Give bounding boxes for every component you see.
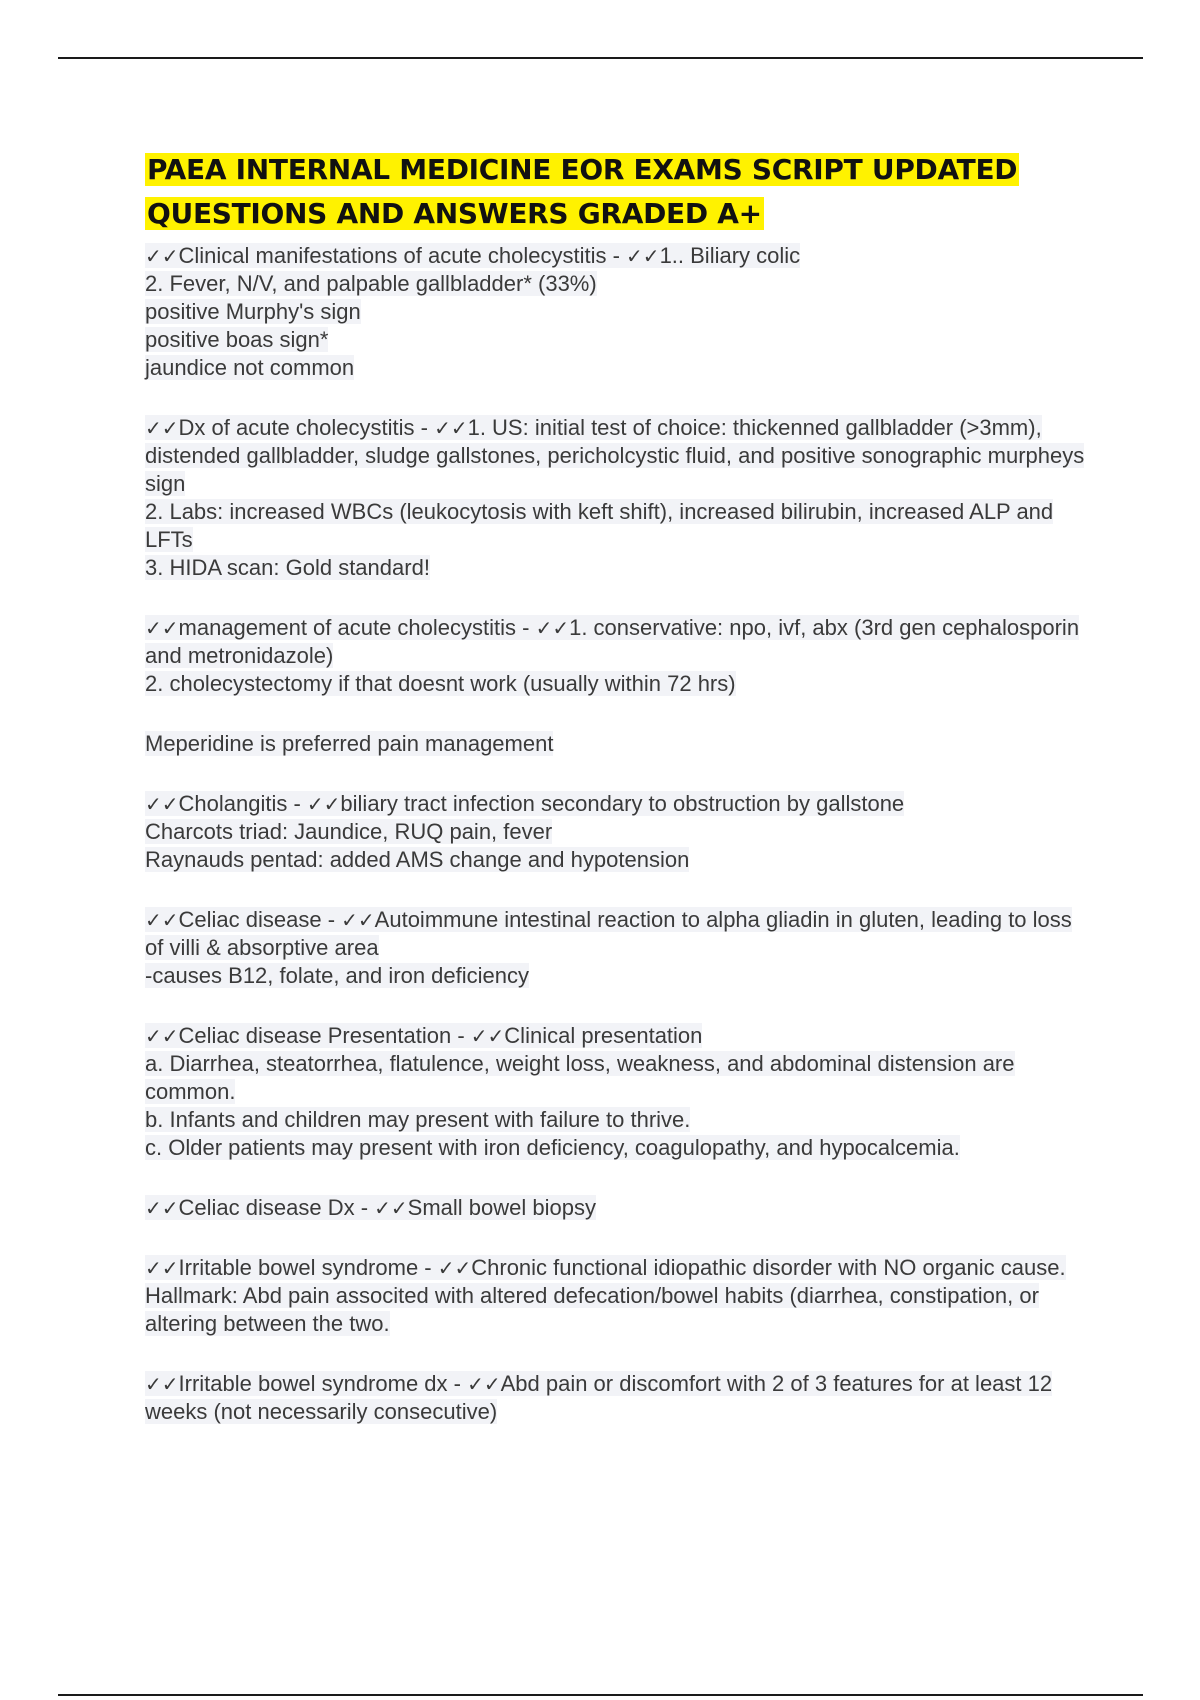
- qa-answer-line: [145, 298, 1095, 326]
- qa-question: Cholangitis -: [178, 791, 307, 816]
- qa-answer-text: Chronic functional idiopathic disorder with NO organic cause.: [471, 1255, 1066, 1280]
- qa-answer-line: [145, 962, 1095, 990]
- document-body: [145, 148, 1095, 1458]
- qa-question: management of acute cholecystitis -: [178, 615, 536, 640]
- qa-answer-line: [145, 554, 1095, 582]
- qa-question-line: [145, 906, 1095, 962]
- qa-question-highlight: [145, 1195, 596, 1220]
- qa-answer-line: [145, 846, 1095, 874]
- qa-question-highlight: [145, 415, 1084, 496]
- qa-entry: [145, 1370, 1095, 1426]
- qa-answer-text: Small bowel biopsy: [407, 1195, 596, 1220]
- qa-answer-text: jaundice not common: [145, 355, 355, 380]
- qa-question-highlight: [145, 615, 1079, 668]
- qa-answer-text: a. Diarrhea, steatorrhea, flatulence, weight loss, weakness, and abdominal distension are common.: [145, 1051, 1015, 1104]
- qa-entry: [145, 1254, 1095, 1338]
- qa-answer-text: Hallmark: Abd pain associted with altered defecation/bowel habits (diarrhea, constipation, or altering between the two.: [145, 1283, 1039, 1336]
- qa-question-highlight: [145, 1371, 1052, 1424]
- qa-answer-text: Raynauds pentad: added AMS change and hypotension: [145, 847, 690, 872]
- qa-answer-text: c. Older patients may present with iron deficiency, coagulopathy, and hypocalcemia.: [145, 1135, 960, 1160]
- qa-answer-line: [145, 270, 1095, 298]
- qa-answer-text: biliary tract infection secondary to obstruction by gallstone: [340, 791, 905, 816]
- qa-question-line: [145, 614, 1095, 670]
- qa-entry: [145, 614, 1095, 698]
- check-mark-icon: ✓✓: [145, 416, 179, 440]
- qa-answer-line: [145, 354, 1095, 382]
- qa-answer-text: 2. cholecystectomy if that doesnt work (usually within 72 hrs): [145, 671, 736, 696]
- qa-answer-text: 2. Labs: increased WBCs (leukocytosis with keft shift), increased bilirubin, increased ALP and LFTs: [145, 499, 1054, 552]
- qa-answer-line: [145, 1050, 1095, 1106]
- qa-answer-text: 1. conservative: npo, ivf, abx (3rd gen cephalosporin and metronidazole): [145, 615, 1080, 668]
- check-mark-icon: ✓✓: [535, 616, 570, 640]
- qa-question-highlight: [145, 791, 904, 816]
- qa-answer-text: Clinical presentation: [504, 1023, 703, 1048]
- check-mark-icon: ✓✓: [626, 244, 660, 268]
- qa-question-line: [145, 1022, 1095, 1050]
- check-mark-icon: ✓✓: [145, 908, 179, 932]
- qa-list: [145, 242, 1095, 1426]
- qa-note-line: [145, 730, 1095, 758]
- check-mark-icon: ✓✓: [437, 1256, 472, 1280]
- qa-question-line: [145, 1194, 1095, 1222]
- qa-question-highlight: [145, 907, 1072, 960]
- check-mark-icon: ✓✓: [145, 244, 179, 268]
- qa-question: Celiac disease -: [178, 907, 342, 932]
- qa-answer-line: [145, 1282, 1095, 1338]
- check-mark-icon: ✓✓: [145, 792, 179, 816]
- qa-answer-text: 1.. Biliary colic: [659, 243, 801, 268]
- qa-answer-text: 3. HIDA scan: Gold standard!: [145, 555, 430, 580]
- qa-entry: [145, 414, 1095, 582]
- document-title: PAEA INTERNAL MEDICINE EOR EXAMS SCRIPT UPDATED QUESTIONS AND ANSWERS GRADED A+: [147, 153, 1018, 230]
- qa-answer-text: b. Infants and children may present with failure to thrive.: [145, 1107, 691, 1132]
- qa-entry: [145, 906, 1095, 990]
- qa-note: [145, 730, 1095, 758]
- qa-question-highlight: [145, 243, 800, 268]
- qa-question: Celiac disease Presentation -: [178, 1023, 471, 1048]
- check-mark-icon: ✓✓: [306, 792, 341, 816]
- qa-answer-text: positive boas sign*: [145, 327, 329, 352]
- check-mark-icon: ✓✓: [374, 1196, 408, 1220]
- qa-answer-line: [145, 1106, 1095, 1134]
- qa-entry: [145, 790, 1095, 874]
- qa-question-line: [145, 1254, 1095, 1282]
- qa-question-line: [145, 1370, 1095, 1426]
- qa-answer-text: Charcots triad: Jaundice, RUQ pain, fever: [145, 819, 553, 844]
- qa-question-line: [145, 242, 1095, 270]
- check-mark-icon: ✓✓: [341, 908, 375, 932]
- qa-question-line: [145, 414, 1095, 498]
- qa-entry: [145, 1022, 1095, 1162]
- check-mark-icon: ✓✓: [470, 1024, 505, 1048]
- qa-answer-line: [145, 326, 1095, 354]
- qa-entry: [145, 1194, 1095, 1222]
- qa-question-highlight: [145, 1255, 1066, 1280]
- qa-question: Irritable bowel syndrome -: [178, 1255, 438, 1280]
- check-mark-icon: ✓✓: [434, 416, 468, 440]
- qa-question: Celiac disease Dx -: [178, 1195, 375, 1220]
- qa-answer-line: [145, 498, 1095, 554]
- top-divider: [58, 57, 1143, 59]
- qa-question-highlight: [145, 1023, 702, 1048]
- qa-answer-text: Abd pain or discomfort with 2 of 3 features for at least 12 weeks (not necessarily consecutive): [145, 1371, 1053, 1424]
- check-mark-icon: ✓✓: [145, 1256, 179, 1280]
- qa-question: Dx of acute cholecystitis -: [178, 415, 435, 440]
- qa-question: Irritable bowel syndrome dx -: [178, 1371, 468, 1396]
- qa-answer-line: [145, 1134, 1095, 1162]
- qa-answer-line: [145, 818, 1095, 846]
- check-mark-icon: ✓✓: [145, 1196, 179, 1220]
- qa-answer-text: 2. Fever, N/V, and palpable gallbladder* (33%): [145, 271, 597, 296]
- qa-answer-text: -causes B12, folate, and iron deficiency: [145, 963, 530, 988]
- qa-question: Clinical manifestations of acute cholecystitis -: [178, 243, 627, 268]
- qa-answer-text: 1. US: initial test of choice: thickenned gallbladder (>3mm), distended gallbladder, sludge gallstones, pericholcystic fluid, and positive sonographic murpheys sign: [145, 415, 1085, 496]
- qa-entry: [145, 242, 1095, 382]
- check-mark-icon: ✓✓: [145, 616, 179, 640]
- check-mark-icon: ✓✓: [145, 1024, 179, 1048]
- check-mark-icon: ✓✓: [467, 1372, 501, 1396]
- qa-question-line: [145, 790, 1095, 818]
- qa-answer-text: positive Murphy's sign: [145, 299, 361, 324]
- bottom-divider: [58, 1694, 1143, 1696]
- qa-note-text: Meperidine is preferred pain management: [145, 731, 554, 756]
- check-mark-icon: ✓✓: [145, 1372, 179, 1396]
- qa-answer-line: [145, 670, 1095, 698]
- qa-answer-text: Autoimmune intestinal reaction to alpha gliadin in gluten, leading to loss of villi & absorptive area: [145, 907, 1072, 960]
